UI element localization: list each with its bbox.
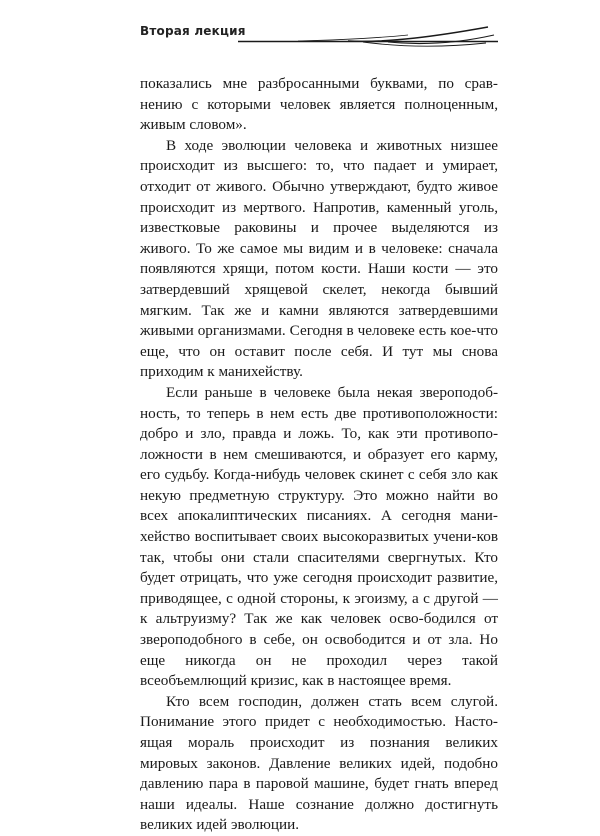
paragraph-3: Если раньше в человеке была некая звероподоб-ность, то теперь в нем есть две противоположности: добро и зло, правда и ложь. То, как эти противопо-ложности в нем смешиваются, и образует его карму, его судьбу. Когда-нибудь человек скинет с себя зло как некую предметную структуру. Это можно найти во всех апокалиптических писаниях. А сегодня мани-хейство воспитывает своих высокоразвитых учени-ков так, чтобы они стали спасителями свергнутых. Кто будет отрицать, что уже сегодня происходит развитие, приводящее, с одной стороны, к эгоизму, а с другой — к альтруизму? Так же как человек осво-бодился от звероподобного в себе, он освободится и от зла. Но еще никогда он не проходил через такой всеобъемлющий кризис, как в настоящее время.	[140, 383, 498, 690]
paragraph-4: Кто всем господин, должен стать всем слугой. Понимание этого придет с необходимостью. Насто-ящая мораль происходит из познания великих мировых законов. Давление великих идей, подобно давлению пара в паровой машине, будет гнать вперед наши идеалы. Наше сознание должно достигнуть великих идей эволюции.	[140, 692, 498, 834]
paragraph-2: В ходе эволюции человека и животных низшее происходит из высшего: то, что падает и умирает, отходит от живого. Обычно утверждают, будто живое происходит из мертвого. Напротив, каменный уголь, известковые раковины и прочее выделяются из живого. То же самое мы видим и в человеке: сначала появляются хрящи, потом кости. Наши кости — это затвердевший хрящевой скелет, некогда бывший мягким. Так же и камни являются затвердевшими живыми организмами. Сегодня в человеке есть кое-что еще, что он оставит после себя. И тут мы снова приходим к манихейству.	[140, 136, 498, 381]
body-text	[140, 74, 498, 836]
paragraph-1: показались мне разбросанными буквами, по срав-нению с которыми человек является полноценным, живым словом».	[140, 75, 498, 134]
running-head-title: Вторая лекция	[140, 24, 246, 38]
header-swash-ornament	[138, 26, 498, 50]
